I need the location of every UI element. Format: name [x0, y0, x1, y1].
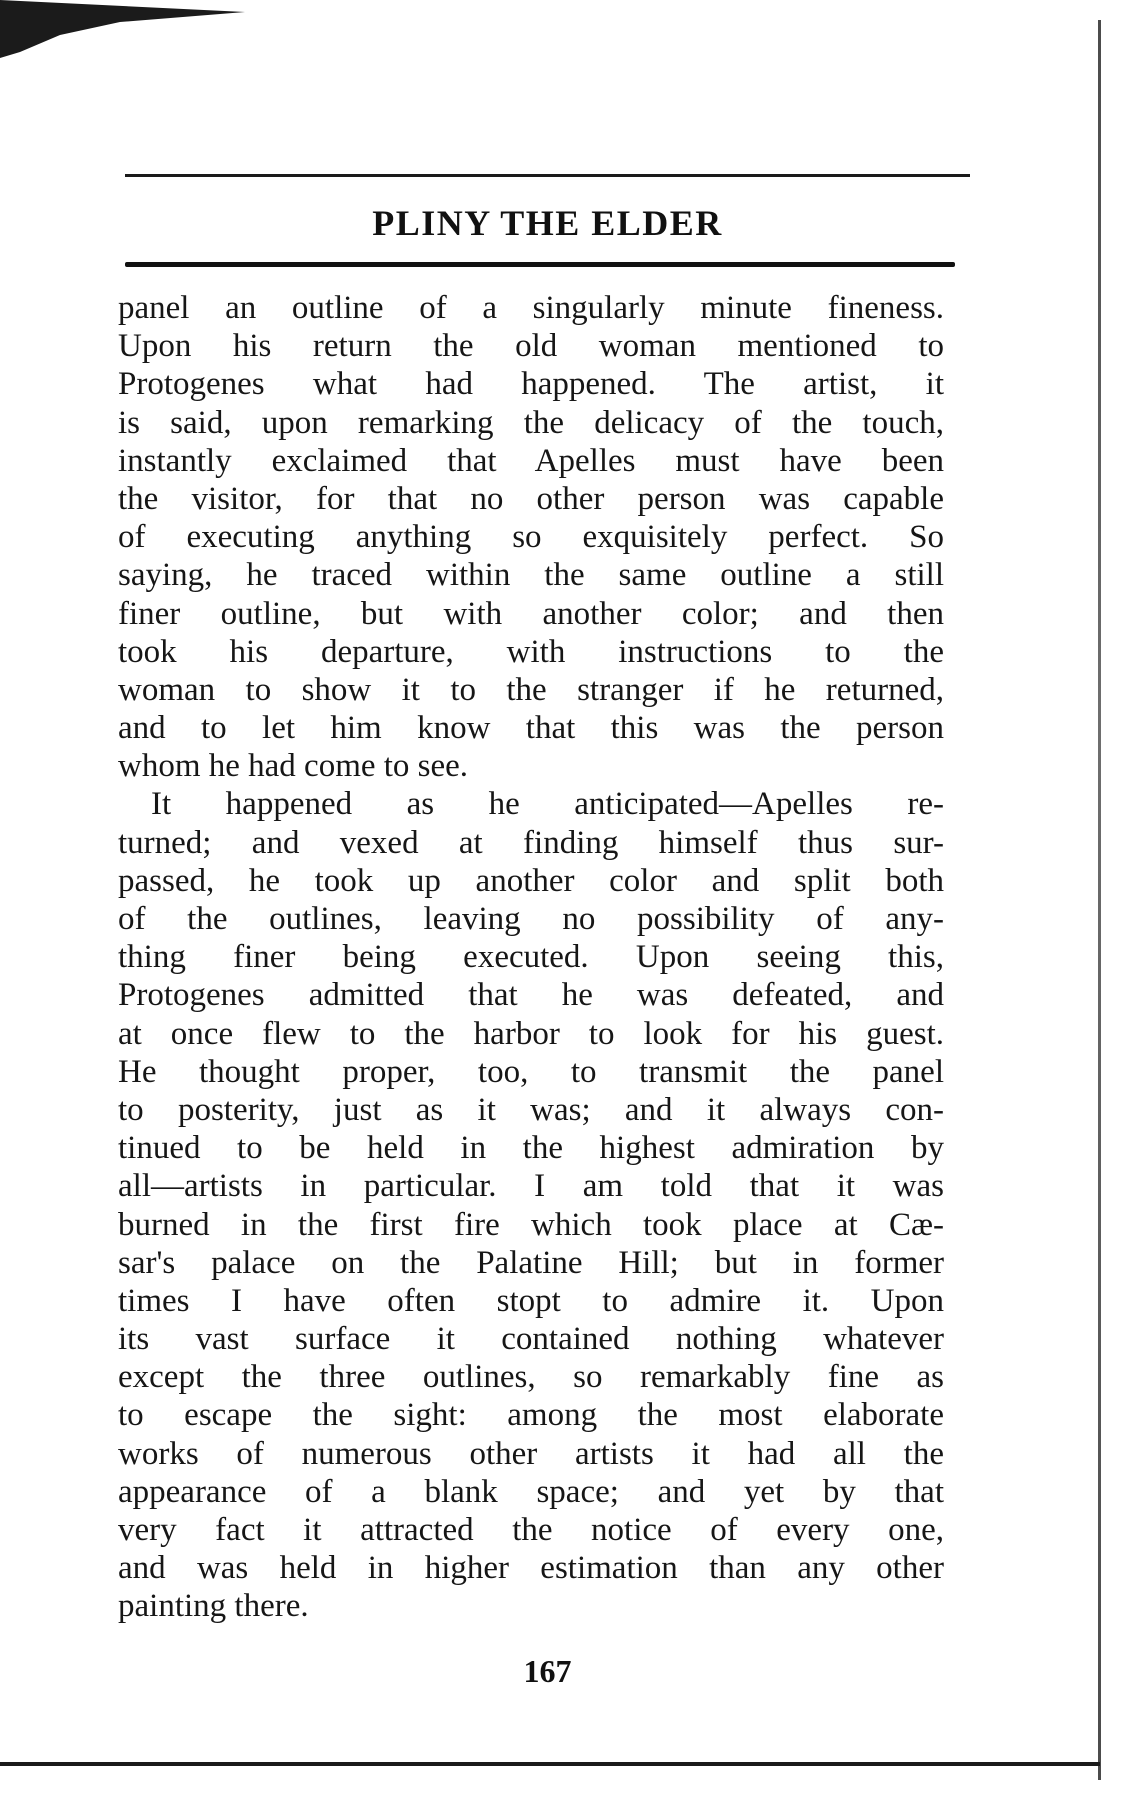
text-line: Protogenes what had happened. The artist, it [118, 366, 944, 403]
scan-smudge-mark [0, 0, 245, 60]
text-line: times I have often stopt to admire it. Upon [118, 1282, 944, 1319]
running-head: PLINY THE ELDER [372, 203, 723, 243]
text-line: woman to show it to the stranger if he returned, [118, 671, 944, 708]
header-rule [125, 262, 955, 267]
text-line: sar's palace on the Palatine Hill; but in former [118, 1244, 944, 1281]
text-line: the visitor, for that no other person was capable [118, 480, 944, 517]
text-line: its vast surface it contained nothing whatever [118, 1321, 944, 1358]
text-line: all—artists in particular. I am told that it was [118, 1168, 944, 1205]
top-rule [125, 174, 970, 177]
text-line: whom he had come to see. [118, 748, 469, 785]
text-line: and to let him know that this was the person [118, 710, 944, 747]
text-line: passed, he took up another color and split both [118, 862, 944, 899]
text-line: Upon his return the old woman mentioned to [118, 328, 944, 365]
text-line: saying, he traced within the same outline a still [118, 557, 944, 594]
text-line: except the three outlines, so remarkably fine as [118, 1359, 944, 1396]
text-line: It happened as he anticipated—Apelles re- [151, 786, 944, 823]
text-line: works of numerous other artists it had all the [118, 1435, 944, 1472]
text-line: instantly exclaimed that Apelles must have been [118, 442, 944, 479]
text-line: very fact it attracted the notice of every one, [118, 1512, 944, 1548]
text-line: appearance of a blank space; and yet by that [118, 1473, 944, 1510]
text-line: is said, upon remarking the delicacy of the touch, [118, 404, 944, 441]
page-number: 167 [523, 1653, 572, 1689]
text-line: of executing anything so exquisitely perfect. So [118, 519, 944, 556]
text-line: painting there. [118, 1588, 309, 1625]
text-line: to escape the sight: among the most elaborate [118, 1397, 944, 1434]
text-line: Protogenes admitted that he was defeated, and [118, 977, 944, 1014]
text-line: burned in the first fire which took place at Cæ- [118, 1206, 944, 1243]
page-edge-shadow [1098, 20, 1101, 1780]
text-line: panel an outline of a singularly minute fineness. [118, 290, 944, 326]
text-line: to posterity, just as it was; and it always con- [118, 1091, 944, 1128]
text-line: and was held in higher estimation than any other [118, 1550, 944, 1587]
text-line: thing finer being executed. Upon seeing this, [118, 939, 944, 976]
body-text [118, 289, 944, 1626]
bottom-rule [0, 1762, 1100, 1766]
text-line: at once flew to the harbor to look for his guest. [118, 1015, 944, 1052]
text-line: He thought proper, too, to transmit the panel [118, 1053, 944, 1090]
text-line: turned; and vexed at finding himself thus sur- [118, 824, 944, 861]
text-line: took his departure, with instructions to the [118, 633, 944, 670]
text-line: finer outline, but with another color; and then [118, 595, 944, 632]
text-line: of the outlines, leaving no possibility of any- [118, 901, 944, 937]
text-line: tinued to be held in the highest admiration by [118, 1130, 944, 1167]
